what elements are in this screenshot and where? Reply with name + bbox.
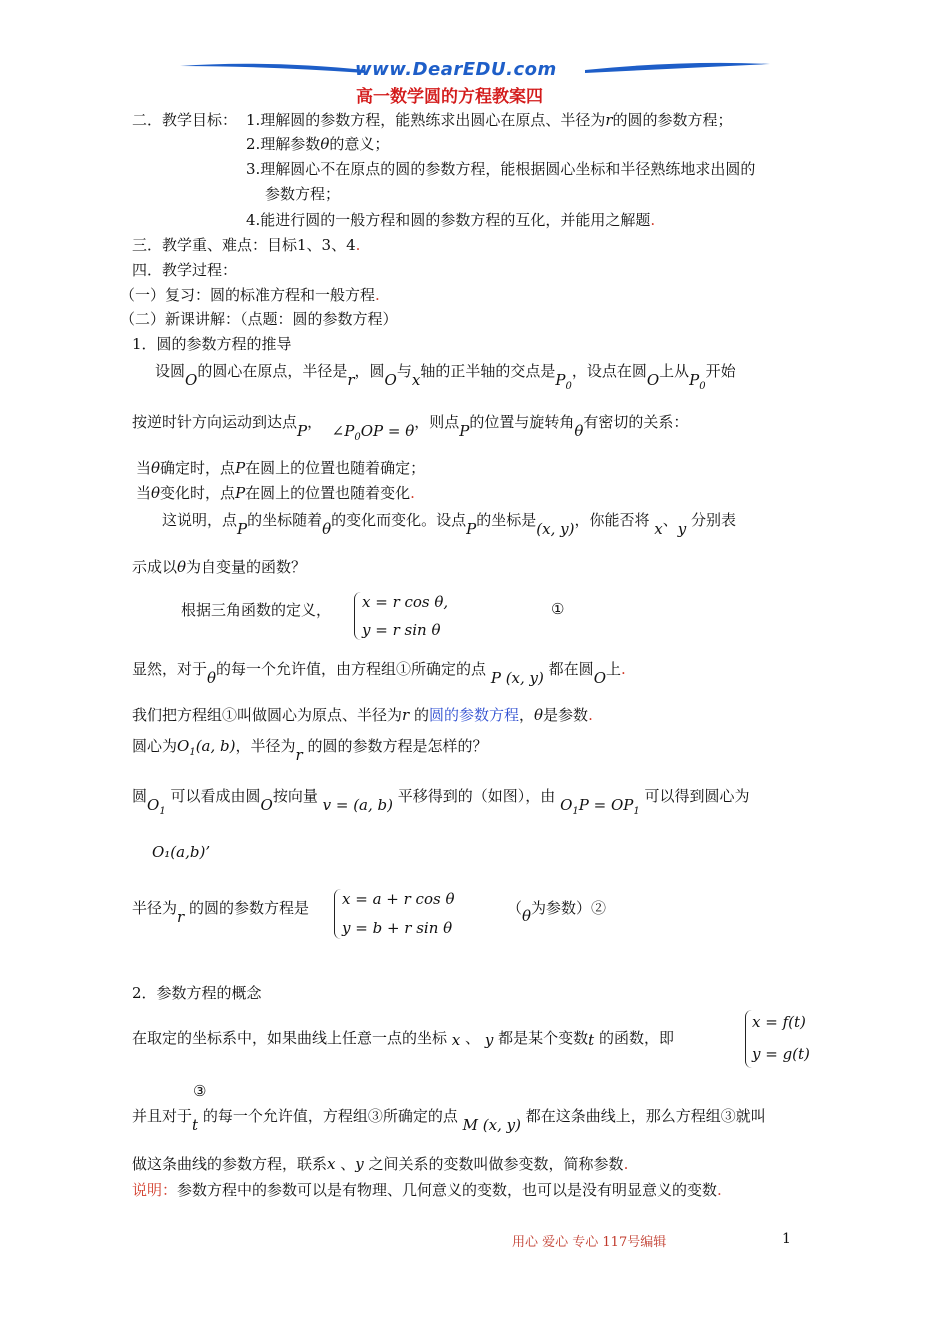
derivation-line-2: 按逆时针方向运动到达点P， $\angle P_0OP = \theta$，则点P的位置与旋转角θ有密切的关系：	[132, 413, 689, 443]
called-line: 做这条曲线的参数方程，联系x 、y 之间关系的变数叫做参变数，简称参数.	[132, 1155, 629, 1173]
note-label: 说明：	[132, 1181, 178, 1199]
note-line: 说明：参数方程中的参数可以是有物理、几何意义的变数，也可以是没有明显意义的变数.	[132, 1181, 722, 1199]
translation-line: 圆$O_1$ 可以看成由圆O按向量 v = (a, b) 平移得到的（如图），由 $O_1P = OP_1$ 可以得到圆心为	[132, 787, 750, 817]
eq1-line-x: x = r cos θ,	[362, 593, 449, 611]
footer-slogan: 用心 爱心 专心 117号编辑	[512, 1235, 667, 1250]
definition-line: 我们把方程组①叫做圆心为原点、半径为r 的圆的参数方程，θ是参数.	[132, 706, 593, 724]
eq2-line-y: y = b + r sin θ	[342, 919, 453, 937]
eq3-marker: ③	[193, 1082, 207, 1100]
concept-line: 在取定的坐标系中，如果曲线上任意一点的坐标 x 、 y 都是某个变数t 的函数，即	[132, 1029, 674, 1049]
explain-line-1: 这说明，点P的坐标随着θ的变化而变化。设点P的坐标是(x, y)，你能否将 x、y 分别表	[162, 511, 737, 538]
objectives-label: 二．教学目标：	[132, 111, 238, 129]
eq2-note: （θ为参数）②	[507, 899, 607, 925]
objective-2: 2.理解参数θ的意义；	[246, 135, 390, 153]
key-points: 三．教学重、难点：目标1、3、4.	[132, 236, 361, 254]
site-banner: www.DearEDU.com	[355, 59, 557, 80]
derivation-line-1: 设圆O的圆心在原点，半径是r，圆O与x轴的正半轴的交点是$P_0$，设点在圆O上从$P_0$开始	[155, 362, 736, 392]
section2-heading: 2．参数方程的概念	[132, 984, 262, 1002]
eq3-line-x: x = f(t)	[752, 1013, 806, 1031]
objective-3: 3.理解圆心不在原点的圆的参数方程，能根据圆心坐标和半径熟练地求出圆的	[246, 160, 756, 178]
eq2-brace	[334, 889, 341, 939]
review: （一）复习：圆的标准方程和一般方程.	[120, 286, 380, 304]
objective-4: 4.能进行圆的一般方程和圆的参数方程的互化，并能用之解题.	[246, 211, 656, 229]
objective-1: 1.理解圆的参数方程，能熟练求出圆心在原点、半径为r的圆的参数方程；	[246, 111, 733, 129]
when-varies: 当θ变化时，点P在圆上的位置也随着变化.	[136, 484, 415, 502]
radius-line: 半径为r 的圆的参数方程是	[132, 899, 309, 926]
objective-3-cont: 参数方程；	[265, 185, 341, 203]
eq3-brace	[745, 1010, 752, 1068]
eq3-line-y: y = g(t)	[752, 1045, 810, 1063]
center-o1: O₁(a,b)’	[152, 843, 211, 861]
eq2-line-x: x = a + r cos θ	[342, 890, 455, 908]
for-each-line: 并且对于t 的每一个允许值，方程组③所确定的点 M (x, y) 都在这条曲线上，那么方程组③就叫	[132, 1107, 766, 1134]
process-heading: 四．教学过程：	[132, 261, 238, 279]
section1-heading: 1．圆的参数方程的推导	[132, 335, 292, 353]
eq1-line-y: y = r sin θ	[362, 621, 441, 639]
new-lesson: （二）新课讲解：（点题：圆的参数方程）	[120, 310, 398, 328]
trig-definition: 根据三角函数的定义，	[181, 601, 332, 619]
when-fixed: 当θ确定时，点P在圆上的位置也随着确定；	[136, 459, 426, 477]
param-eq-link[interactable]: 圆的参数方程	[428, 706, 519, 724]
page-title: 高一数学圆的方程教案四	[356, 87, 543, 107]
explain-line-2: 示成以θ为自变量的函数？	[132, 558, 307, 576]
page-number: 1	[782, 1231, 791, 1247]
eq1-marker: ①	[551, 600, 565, 618]
eq1-brace	[354, 592, 361, 640]
obviously-line: 显然，对于θ的每一个允许值，由方程组①所确定的点 P (x, y) 都在圆O上.	[132, 660, 626, 687]
question-line: 圆心为$O_1(a$, b)，半径为r 的圆的参数方程是怎样的？	[132, 737, 488, 764]
